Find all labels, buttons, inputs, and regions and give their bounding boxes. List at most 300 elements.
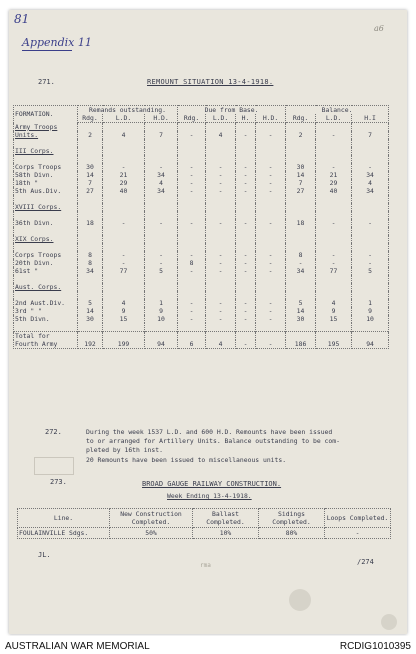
remount-cell: - [316,251,352,259]
remount-cell [286,275,316,283]
remount-cell [316,235,352,243]
remount-cell: 34 [145,187,178,195]
formation-label: Corps Troops [14,251,78,259]
remount-cell: 2 [286,131,316,139]
remount-cell [316,195,352,203]
remount-cell [286,203,316,211]
remount-cell: - [206,267,236,275]
remount-cell: - [103,259,145,267]
remount-cell [178,291,206,299]
remount-cell [178,139,206,147]
remount-cell [256,195,286,203]
remount-cell [206,235,236,243]
remount-row [14,219,389,227]
ink-stamp-mark [34,457,74,475]
remount-cell: 10 [145,315,178,323]
remount-cell [256,211,286,219]
formation-label [14,243,78,251]
remount-cell: 7 [78,179,103,187]
total-cell: 186 [286,340,316,349]
remount-cell [103,275,145,283]
remount-cell [316,227,352,235]
remount-cell: - [352,251,389,259]
remount-cell [236,291,256,299]
remount-cell [178,147,206,155]
remount-cell: - [206,315,236,323]
remount-cell [236,323,256,332]
remount-cell [145,243,178,251]
remount-cell [286,139,316,147]
remount-row [14,315,389,323]
remount-cell: - [236,267,256,275]
railway-cell-ballast: 10% [193,528,259,539]
total-cell: 195 [316,340,352,349]
remount-cell [145,283,178,291]
remount-cell: 8 [178,259,206,267]
footer-page-reference: /274 [357,558,374,566]
subheader-cell: L.D. [316,114,352,123]
remount-row [14,155,389,163]
remount-cell: - [178,219,206,227]
remount-cell [103,243,145,251]
remount-cell [178,211,206,219]
railway-header-new-construction: New Construction Completed. [110,509,193,528]
remount-cell [256,275,286,283]
remount-cell: 10 [352,315,389,323]
remount-cell: - [236,187,256,195]
para-272-line-2: to or arranged for Artillery Units. Balance outstanding to be com- [86,437,340,445]
remount-cell [352,227,389,235]
remount-cell: 1 [145,299,178,307]
remount-cell: - [236,251,256,259]
remount-cell [206,123,236,132]
appendix-underline [22,50,72,51]
remount-cell: 15 [103,315,145,323]
remount-cell: 34 [352,171,389,179]
subheader-cell: H. [236,114,256,123]
remount-cell [178,195,206,203]
remount-cell: - [236,315,256,323]
remount-cell [145,211,178,219]
subheader-cell: L.D. [206,114,236,123]
remount-cell: 21 [103,171,145,179]
remount-cell: - [178,187,206,195]
formation-label [14,227,78,235]
remount-row [14,131,389,139]
remount-cell [352,147,389,155]
remount-cell [316,275,352,283]
remount-cell: - [316,163,352,171]
formation-label [14,195,78,203]
remount-cell [316,155,352,163]
remount-cell [206,291,236,299]
remount-row [14,195,389,203]
remount-cell [352,203,389,211]
remount-cell: - [103,251,145,259]
remount-row [14,187,389,195]
remount-cell [286,147,316,155]
remount-cell: - [178,299,206,307]
remount-cell: 30 [286,163,316,171]
total-label-2: Fourth Army [14,340,78,349]
remount-cell [236,243,256,251]
remount-cell: 8 [78,251,103,259]
remount-situation-title: REMOUNT SITUATION 13-4-1918. [147,78,274,86]
remount-cell: - [178,131,206,139]
remount-cell [316,203,352,211]
remount-row [14,163,389,171]
remount-row [14,251,389,259]
remount-cell [103,235,145,243]
remount-cell: - [178,307,206,315]
remount-cell: - [256,299,286,307]
railway-header-sidings: Sidings Completed. [259,509,325,528]
remount-cell: - [236,307,256,315]
formation-label: 61st " [14,267,78,275]
remount-row [14,235,389,243]
remount-cell: 21 [316,171,352,179]
remount-cell: - [206,299,236,307]
remount-cell: - [256,251,286,259]
remount-cell: 30 [78,315,103,323]
remount-cell [78,155,103,163]
remount-cell [316,123,352,132]
remount-cell [286,235,316,243]
formation-label: Aust. Corps. [14,283,78,291]
remount-cell [286,291,316,299]
formation-label: 3rd " " [14,307,78,315]
remount-cell [178,155,206,163]
formation-label: III Corps. [14,147,78,155]
remount-cell: - [316,259,352,267]
remount-cell [256,291,286,299]
remount-cell [352,243,389,251]
remount-cell [286,283,316,291]
subheader-cell: H.D. [145,114,178,123]
remount-cell [236,195,256,203]
remount-cell [236,227,256,235]
remount-cell [256,235,286,243]
remount-cell: - [286,259,316,267]
remount-cell [236,283,256,291]
remount-cell [78,195,103,203]
remount-cell [286,123,316,132]
railway-header-loops: Loops Completed. [325,509,391,528]
remount-cell: - [206,187,236,195]
remount-cell: 4 [145,179,178,187]
remount-cell: 34 [145,171,178,179]
formation-label: 5th Aus.Div. [14,187,78,195]
railway-header-ballast: Ballast Completed. [193,509,259,528]
subheader-cell: H.I [352,114,389,123]
remount-cell [103,147,145,155]
para-272-line-1: During the week 1537 L.D. and 600 H.D. Remounts have been issued [86,428,333,436]
punch-hole [289,589,311,611]
remount-cell: - [145,219,178,227]
remount-table [13,105,389,349]
remount-cell: 9 [103,307,145,315]
remount-cell [145,275,178,283]
remount-cell: - [256,179,286,187]
remount-cell [78,235,103,243]
total-label: Total for [14,332,78,341]
remount-cell [145,203,178,211]
remount-cell [178,203,206,211]
remount-cell: 27 [286,187,316,195]
remount-cell: 18 [78,219,103,227]
remount-row [14,307,389,315]
remount-cell: 4 [103,299,145,307]
remount-cell: 5 [78,299,103,307]
remount-cell [103,211,145,219]
remount-cell: - [206,219,236,227]
remount-cell [206,283,236,291]
remount-cell [352,139,389,147]
remount-cell [286,155,316,163]
remount-cell [103,123,145,132]
remount-cell [145,291,178,299]
remount-cell [316,291,352,299]
remount-cell [103,139,145,147]
remount-row [14,259,389,267]
faint-pencil-mark: rma [200,562,211,569]
remount-row [14,243,389,251]
formation-label: 20th Divn. [14,259,78,267]
archive-name: AUSTRALIAN WAR MEMORIAL [5,641,150,652]
remount-cell [145,147,178,155]
railway-cell-sidings: 80% [259,528,325,539]
formation-label: XVIII Corps. [14,203,78,211]
remount-cell [352,283,389,291]
formation-label [14,211,78,219]
archive-id: RCDIG1010395 [339,641,411,652]
remount-cell [78,139,103,147]
remount-cell [78,243,103,251]
remount-cell [286,195,316,203]
remount-cell: - [352,219,389,227]
remount-cell: - [178,251,206,259]
remount-cell: - [178,267,206,275]
remount-cell: 14 [286,171,316,179]
remount-cell [145,123,178,132]
total-cell: 192 [78,340,103,349]
remount-cell [236,123,256,132]
remount-cell [256,227,286,235]
remount-cell: 9 [145,307,178,315]
remount-cell: 14 [78,307,103,315]
remount-cell: 30 [78,163,103,171]
remount-cell [103,155,145,163]
remount-cell: - [256,163,286,171]
remount-cell [286,323,316,332]
remount-cell: 34 [78,267,103,275]
remount-cell: 5 [286,299,316,307]
remount-cell: - [256,259,286,267]
total-cell: - [256,340,286,349]
remount-row [14,299,389,307]
formation-label [14,275,78,283]
remount-cell: - [256,171,286,179]
remount-cell [178,323,206,332]
remount-cell [256,323,286,332]
remount-cell [206,211,236,219]
remount-cell: 40 [103,187,145,195]
remount-cell [206,203,236,211]
remount-cell [78,323,103,332]
remount-cell [286,227,316,235]
remount-cell [78,123,103,132]
remount-cell [103,203,145,211]
formation-label [14,291,78,299]
remount-cell: - [206,307,236,315]
remount-cell: 2 [78,131,103,139]
remount-cell [145,235,178,243]
total-cell: - [236,340,256,349]
railway-header-line: Line. [18,509,110,528]
total-cell: 94 [145,340,178,349]
remount-row [14,283,389,291]
remount-cell: - [236,299,256,307]
remount-cell [145,195,178,203]
remount-cell: - [236,179,256,187]
para-272-line-4: 20 Remounts have been issued to miscellaneous units. [86,456,287,464]
remount-row [14,123,389,132]
remount-cell: - [236,163,256,171]
page-number-handwritten: 81 [14,12,30,26]
remount-cell [256,147,286,155]
remount-row [14,267,389,275]
railway-cell-new-construction: 50% [110,528,193,539]
remount-cell [236,155,256,163]
remount-cell: - [256,187,286,195]
remount-cell [236,139,256,147]
remount-cell [256,139,286,147]
remount-row [14,203,389,211]
formation-label: Army Troops [14,123,78,132]
remount-cell [178,227,206,235]
remount-row [14,291,389,299]
remount-cell: 8 [286,251,316,259]
remount-row [14,139,389,147]
remount-cell: 40 [316,187,352,195]
remount-cell [256,155,286,163]
total-cell: 6 [178,340,206,349]
footer-initials: JL. [38,551,51,559]
formation-header: FORMATION. [14,106,78,123]
remount-cell: - [206,163,236,171]
remount-cell: 5 [145,267,178,275]
remount-cell: 14 [286,307,316,315]
remount-cell [236,235,256,243]
remount-cell [78,211,103,219]
railway-cell-loops: - [325,528,391,539]
remount-cell [78,291,103,299]
group-header-due-from-base: Due from Base. [178,106,286,115]
remount-cell: - [316,131,352,139]
remount-cell [352,323,389,332]
remount-cell [78,283,103,291]
remount-cell: 9 [316,307,352,315]
remount-cell: - [145,163,178,171]
remount-cell: - [236,259,256,267]
remount-cell [352,211,389,219]
remount-cell [316,283,352,291]
subheader-cell: H.D. [256,114,286,123]
remount-table-body [14,123,389,332]
subheader-cell: Rdg. [178,114,206,123]
remount-cell [256,203,286,211]
remount-cell: - [206,171,236,179]
remount-cell: - [236,219,256,227]
subheader-cell: Rdg. [78,114,103,123]
formation-label: Corps Troops [14,163,78,171]
total-cell: 94 [352,340,389,349]
formation-label [14,155,78,163]
remount-cell [103,323,145,332]
remount-cell: 4 [103,131,145,139]
remount-cell [78,227,103,235]
remount-cell: 77 [103,267,145,275]
formation-label: Units. [14,131,78,139]
appendix-label: Appendix 11 [22,36,92,49]
group-header-balance: Balance. [286,106,389,115]
remount-cell: 29 [316,179,352,187]
remount-cell: 34 [352,187,389,195]
remount-cell: 4 [352,179,389,187]
remount-cell [78,203,103,211]
remount-cell: 7 [352,131,389,139]
remount-cell [206,323,236,332]
remount-cell: 34 [286,267,316,275]
remount-cell: - [256,267,286,275]
remount-cell [206,195,236,203]
remount-cell: - [178,315,206,323]
remount-cell [178,235,206,243]
remount-cell [145,323,178,332]
remount-cell [206,227,236,235]
remount-cell: - [178,179,206,187]
remount-cell [236,203,256,211]
remount-cell: - [145,259,178,267]
remount-cell [316,323,352,332]
remount-cell: - [206,251,236,259]
remount-row [14,179,389,187]
remount-cell [316,211,352,219]
caption-bar [0,636,416,654]
subheader-cell: L.D. [103,114,145,123]
remount-cell: 8 [78,259,103,267]
paragraph-number-271: 271. [38,78,55,86]
remount-cell [352,275,389,283]
remount-row [14,323,389,332]
railway-cell-line: FOULAINVILLE Sdgs. [18,528,110,539]
remount-cell [78,275,103,283]
remount-cell: - [352,259,389,267]
remount-row [14,227,389,235]
remount-cell: 4 [316,299,352,307]
remount-cell [316,147,352,155]
railway-table [17,508,391,539]
remount-cell [103,195,145,203]
remount-cell: - [256,315,286,323]
remount-cell [236,275,256,283]
remount-cell: - [236,131,256,139]
remount-cell: - [178,171,206,179]
remount-cell [178,275,206,283]
paragraph-number-273: 273. [50,478,67,486]
remount-cell: - [256,307,286,315]
remount-cell [206,139,236,147]
